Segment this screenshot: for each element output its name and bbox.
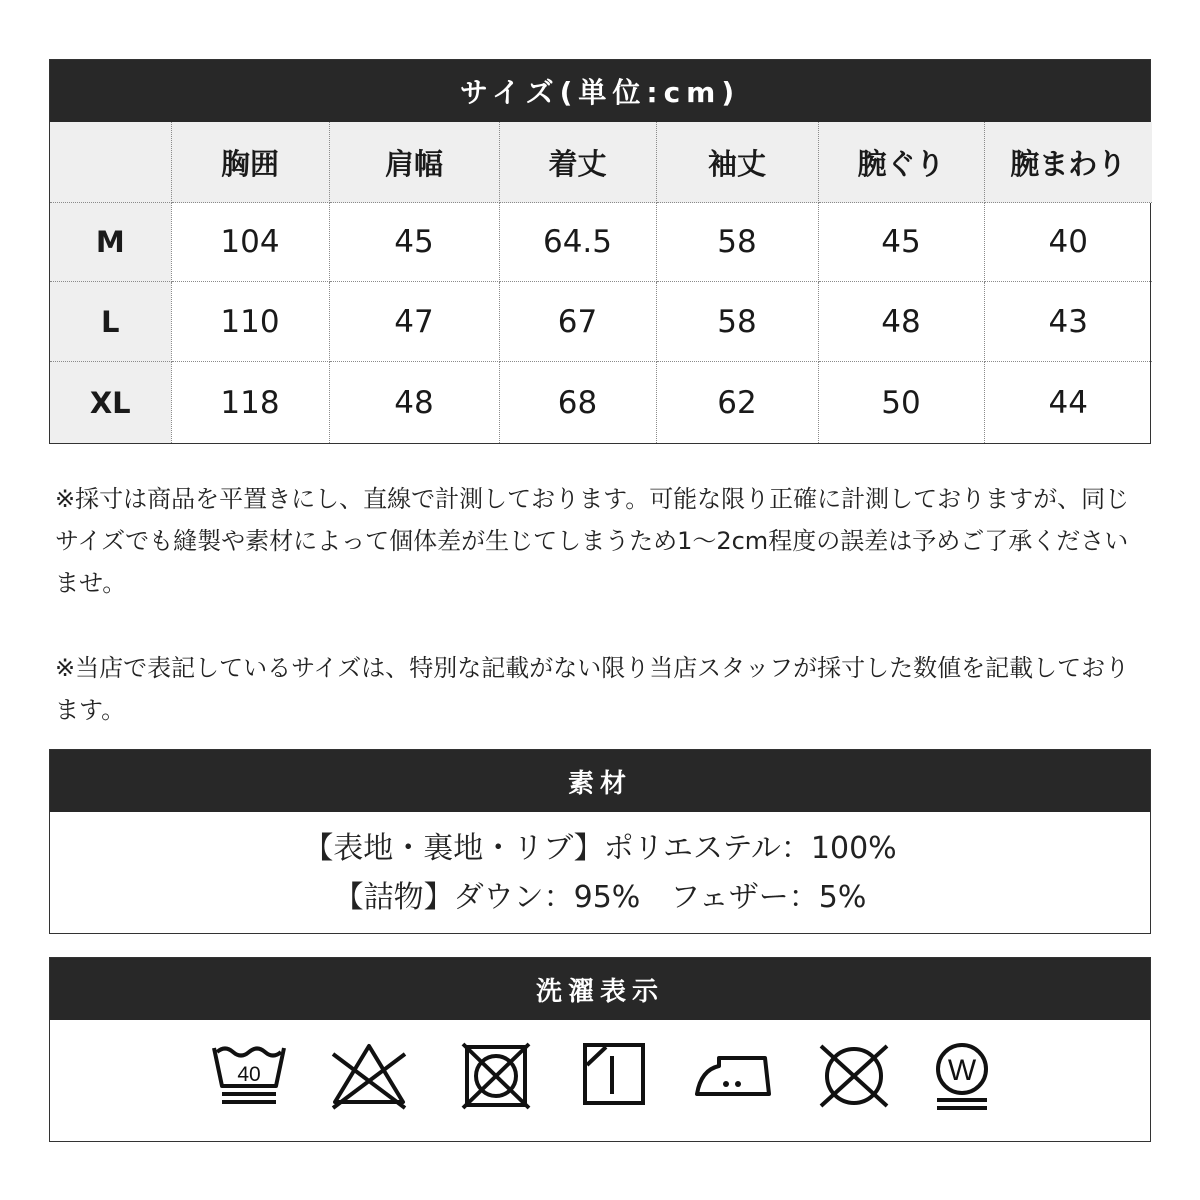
material-line-filling: 【詰物】ダウン：95% フェザー：5% — [333, 879, 867, 915]
wash-40-gentle-icon — [211, 1042, 287, 1108]
table-cell: 44 — [984, 362, 1152, 444]
table-row — [50, 362, 1152, 444]
table-cell: 62 — [656, 362, 818, 444]
table-cell: 45 — [329, 203, 499, 282]
wet-clean-letter: W — [947, 1054, 977, 1087]
measurement-note: ※採寸は商品を平置きにし、直線で計測しております。可能な限り正確に計測しておりますが、同じサイズでも縫製や素材によって個体差が生じてしまうため1〜2cm程度の誤差は予めご了承くださいませ。 — [55, 485, 1130, 597]
column-header: 腕まわり — [984, 122, 1152, 203]
column-header: 袖丈 — [656, 122, 818, 203]
no-tumble-dry-icon — [461, 1042, 531, 1110]
table-cell: 58 — [656, 203, 818, 282]
table-cell: 40 — [984, 203, 1152, 282]
table-cell: 48 — [329, 362, 499, 444]
column-header: 胸囲 — [171, 122, 329, 203]
table-cell: 64.5 — [499, 203, 656, 282]
size-label: M — [50, 203, 171, 282]
no-dry-clean-icon — [815, 1042, 893, 1110]
material-block — [49, 749, 1151, 934]
washing-icons — [50, 1020, 1150, 1141]
line-dry-shade-icon — [582, 1042, 646, 1106]
corner-cell — [50, 122, 171, 203]
table-cell: 68 — [499, 362, 656, 444]
wet-clean-gentle-icon — [930, 1042, 994, 1114]
table-cell: 45 — [818, 203, 984, 282]
wash-temp-label: 40 — [237, 1063, 261, 1086]
table-row — [50, 282, 1152, 362]
table-cell: 110 — [171, 282, 329, 362]
size-table-header-row — [50, 122, 1152, 203]
table-row — [50, 203, 1152, 282]
table-cell: 67 — [499, 282, 656, 362]
column-header: 腕ぐり — [818, 122, 984, 203]
table-cell: 48 — [818, 282, 984, 362]
iron-medium-icon — [693, 1042, 773, 1106]
material-body — [50, 812, 1150, 933]
table-cell: 43 — [984, 282, 1152, 362]
size-label: XL — [50, 362, 171, 444]
size-table-title: サイズ(単位:cm) — [50, 60, 1150, 122]
no-bleach-icon — [329, 1042, 409, 1110]
material-line-shell: 【表地・裏地・リブ】ポリエステル：100% — [303, 830, 897, 866]
size-source-note: ※当店で表記しているサイズは、特別な記載がない限り当店スタッフが採寸した数値を記載しております。 — [55, 654, 1130, 724]
material-title: 素材 — [50, 750, 1150, 812]
column-header: 着丈 — [499, 122, 656, 203]
table-cell: 118 — [171, 362, 329, 444]
size-table-block — [49, 59, 1151, 444]
table-cell: 50 — [818, 362, 984, 444]
washing-title: 洗濯表示 — [50, 958, 1150, 1020]
washing-block — [49, 957, 1151, 1142]
table-cell: 47 — [329, 282, 499, 362]
table-cell: 104 — [171, 203, 329, 282]
column-header: 肩幅 — [329, 122, 499, 203]
size-label: L — [50, 282, 171, 362]
size-table — [50, 122, 1152, 443]
table-cell: 58 — [656, 282, 818, 362]
